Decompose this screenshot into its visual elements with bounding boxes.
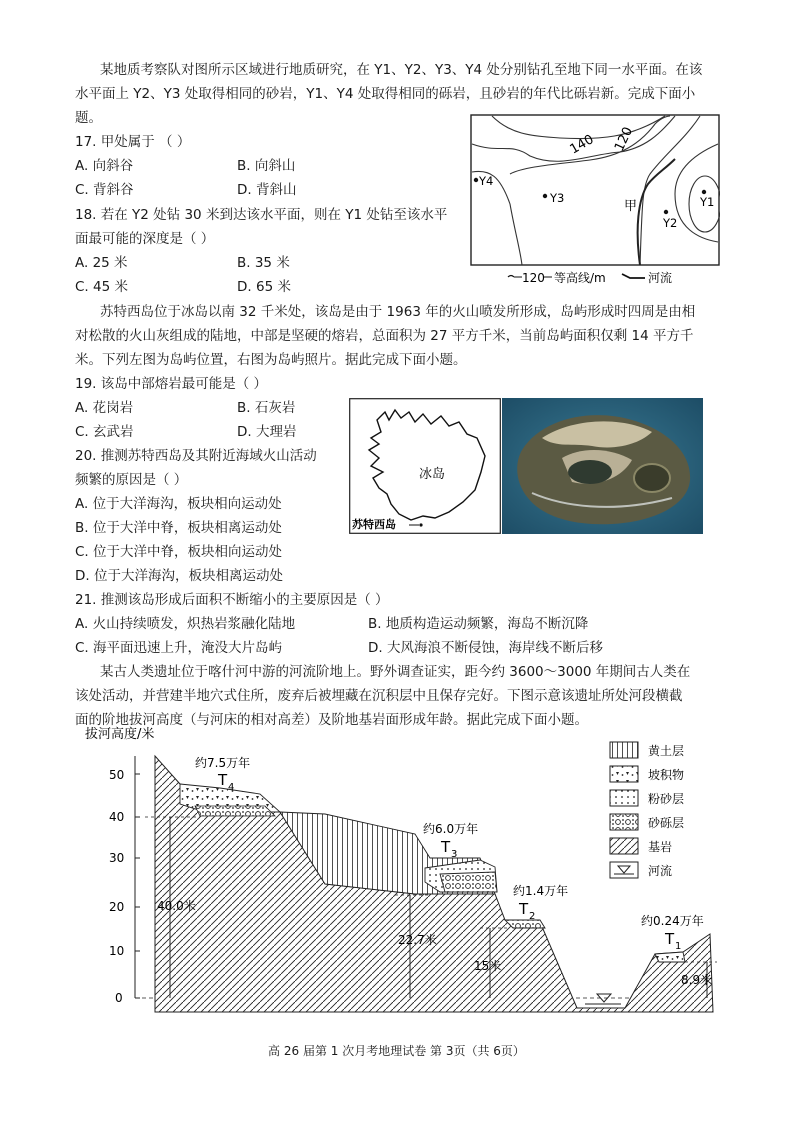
y-tick-0: 0	[115, 991, 123, 1005]
y-tick-20: 20	[109, 900, 125, 914]
q18-stem-line1: 18. 若在 Y2 处钻 30 米到达该水平面，则在 Y1 处钻至该水平	[75, 207, 448, 223]
label-y2: Y2	[663, 216, 678, 230]
legend-contour-value: 120	[522, 271, 545, 285]
intro2-line1: 苏特西岛位于冰岛以南 32 千米处，该岛是由于 1963 年的火山喷发所形成，岛屿形成时四周是由相	[100, 304, 696, 320]
q21-option-c[interactable]: C. 海平面迅速上升，淹没大片岛屿	[75, 640, 283, 656]
t3-subscript: 3	[451, 849, 458, 860]
legend-river-symbol	[622, 274, 645, 278]
legend-river: 河流	[648, 864, 673, 878]
terrace-cross-section	[85, 722, 725, 1022]
t1-deposit	[655, 952, 685, 962]
surtsey-island-photo	[502, 398, 703, 534]
q18-option-d[interactable]: D. 65 米	[237, 279, 291, 295]
t1-age: 约0.24万年	[641, 914, 704, 928]
legend-river-swatch	[610, 862, 638, 878]
t4-age: 约7.5万年	[195, 756, 251, 770]
crater-right	[634, 464, 670, 492]
legend-colluvium-swatch	[610, 766, 638, 782]
q17-option-b[interactable]: B. 向斜山	[237, 158, 296, 174]
q20-option-a[interactable]: A. 位于大洋海沟，板块相向运动处	[75, 496, 282, 512]
q19-stem: 19. 该岛中部熔岩最可能是（ ）	[75, 376, 268, 392]
q20-stem-line1: 20. 推测苏特西岛及其附近海域火山活动	[75, 448, 317, 464]
legend-river-text: 河流	[648, 271, 673, 285]
point-y4	[474, 178, 478, 182]
legend-contour-symbol	[508, 276, 514, 278]
height-t3: 22.7米	[398, 933, 437, 947]
t3-age: 约6.0万年	[423, 822, 479, 836]
contour-map	[470, 114, 720, 290]
iceland-label: 冰岛	[419, 467, 446, 482]
intro3-line2: 该处活动，并营建半地穴式住所，废弃后被埋藏在沉积层中且保存完好。下图示意该遗址所处河段横截	[75, 688, 683, 704]
q19-option-a[interactable]: A. 花岗岩	[75, 400, 134, 416]
q20-option-c[interactable]: C. 位于大洋中脊，板块相向运动处	[75, 544, 283, 560]
t2-subscript: 2	[529, 911, 536, 922]
point-y1	[702, 190, 706, 194]
t1-subscript: 1	[675, 941, 682, 952]
point-y3	[543, 194, 547, 198]
contour-label-140: 140	[567, 132, 597, 158]
q19-option-d[interactable]: D. 大理岩	[237, 424, 297, 440]
legend-bedrock: 基岩	[648, 840, 673, 854]
t2-age: 约1.4万年	[513, 884, 569, 898]
point-y2	[664, 210, 668, 214]
contour-map-frame	[471, 115, 719, 265]
intro1-line1: 某地质考察队对图所示区域进行地质研究，在 Y1、Y2、Y3、Y4 处分别钻孔至地下同一水平面。在该	[100, 62, 703, 78]
intro1-line3: 题。	[75, 110, 102, 126]
intro1-line2: 水平面上 Y2、Y3 处取得相同的砂岩，Y1、Y4 处取得相同的砾岩，且砂岩的年代比砾岩新。完成下面小	[75, 86, 696, 102]
q20-option-d[interactable]: D. 位于大洋海沟，板块相离运动处	[75, 568, 283, 584]
q18-option-a[interactable]: A. 25 米	[75, 255, 128, 271]
legend-gravel-swatch	[610, 814, 638, 830]
y-axis-title: 拔河高度/米	[85, 727, 155, 742]
legend-colluvium: 坡积物	[648, 768, 685, 782]
legend-bedrock-swatch	[610, 838, 638, 854]
q18-stem-line2: 面最可能的深度是（ ）	[75, 231, 215, 247]
iceland-location-map	[349, 398, 501, 534]
legend-loess-swatch	[610, 742, 638, 758]
q17-option-a[interactable]: A. 向斜谷	[75, 158, 134, 174]
legend-silt: 粉砂层	[648, 792, 685, 806]
surtsey-label: 苏特西岛	[352, 518, 396, 531]
q21-option-b[interactable]: B. 地质构造运动频繁，海岛不断沉降	[368, 616, 589, 632]
crater-left	[568, 460, 612, 484]
q17-stem: 17. 甲处属于 （ ）	[75, 134, 191, 150]
page-footer: 高 26 届第 1 次月考地理试卷 第 3页（共 6页）	[268, 1044, 525, 1058]
q19-option-b[interactable]: B. 石灰岩	[237, 400, 296, 416]
t4-gravel	[195, 806, 275, 816]
legend-contour-text: 等高线/m	[554, 271, 606, 285]
height-t2: 15米	[474, 959, 502, 973]
q17-option-d[interactable]: D. 背斜山	[237, 182, 297, 198]
legend-gravel: 砂砾层	[648, 816, 685, 830]
y-tick-40: 40	[109, 810, 125, 824]
q17-option-c[interactable]: C. 背斜谷	[75, 182, 134, 198]
terrace-legend	[610, 742, 684, 878]
surtsey-point	[419, 523, 422, 526]
label-y4: Y4	[479, 174, 494, 188]
height-t4: 40.0米	[157, 899, 196, 913]
intro2-line2: 对松散的火山灰组成的陆地，中部是坚硬的熔岩，总面积为 27 平方千米，当前岛屿面积仅剩 14 平方千	[75, 328, 694, 344]
t3-gravel	[440, 872, 497, 892]
q20-stem-line2: 频繁的原因是（ ）	[75, 472, 188, 488]
intro3-line3: 面的阶地拔河高度（与河床的相对高差）及阶地基岩面形成年龄。据此完成下面小题。	[75, 712, 588, 728]
t4-label: T	[218, 771, 228, 789]
q20-option-b[interactable]: B. 位于大洋中脊，板块相离运动处	[75, 520, 282, 536]
q21-option-d[interactable]: D. 大风海浪不断侵蚀，海岸线不断后移	[368, 640, 603, 656]
t3-label: T	[441, 838, 451, 856]
label-jia: 甲	[624, 199, 638, 214]
intro3-line1: 某古人类遗址位于喀什河中游的河流阶地上。野外调查证实，距今约 3600～3000 年期间古人类在	[100, 664, 691, 680]
q18-option-c[interactable]: C. 45 米	[75, 279, 128, 295]
q19-option-c[interactable]: C. 玄武岩	[75, 424, 134, 440]
legend-silt-swatch	[610, 790, 638, 806]
contour-label-120: 120	[612, 124, 637, 154]
t1-label: T	[665, 930, 675, 948]
q18-option-b[interactable]: B. 35 米	[237, 255, 290, 271]
t2-label: T	[519, 900, 529, 918]
y-tick-30: 30	[109, 851, 125, 865]
label-y3: Y3	[550, 191, 565, 205]
legend-loess: 黄土层	[648, 744, 685, 758]
label-y1: Y1	[700, 195, 715, 209]
y-tick-10: 10	[109, 944, 125, 958]
q21-stem: 21. 推测该岛形成后面积不断缩小的主要原因是（ ）	[75, 592, 389, 608]
t4-subscript: 4	[228, 782, 235, 793]
height-t1: 8.9米	[681, 973, 713, 987]
y-tick-50: 50	[109, 768, 125, 782]
intro2-line3: 米。下列左图为岛屿位置，右图为岛屿照片。据此完成下面小题。	[75, 352, 467, 368]
q21-option-a[interactable]: A. 火山持续喷发，炽热岩浆融化陆地	[75, 616, 296, 632]
